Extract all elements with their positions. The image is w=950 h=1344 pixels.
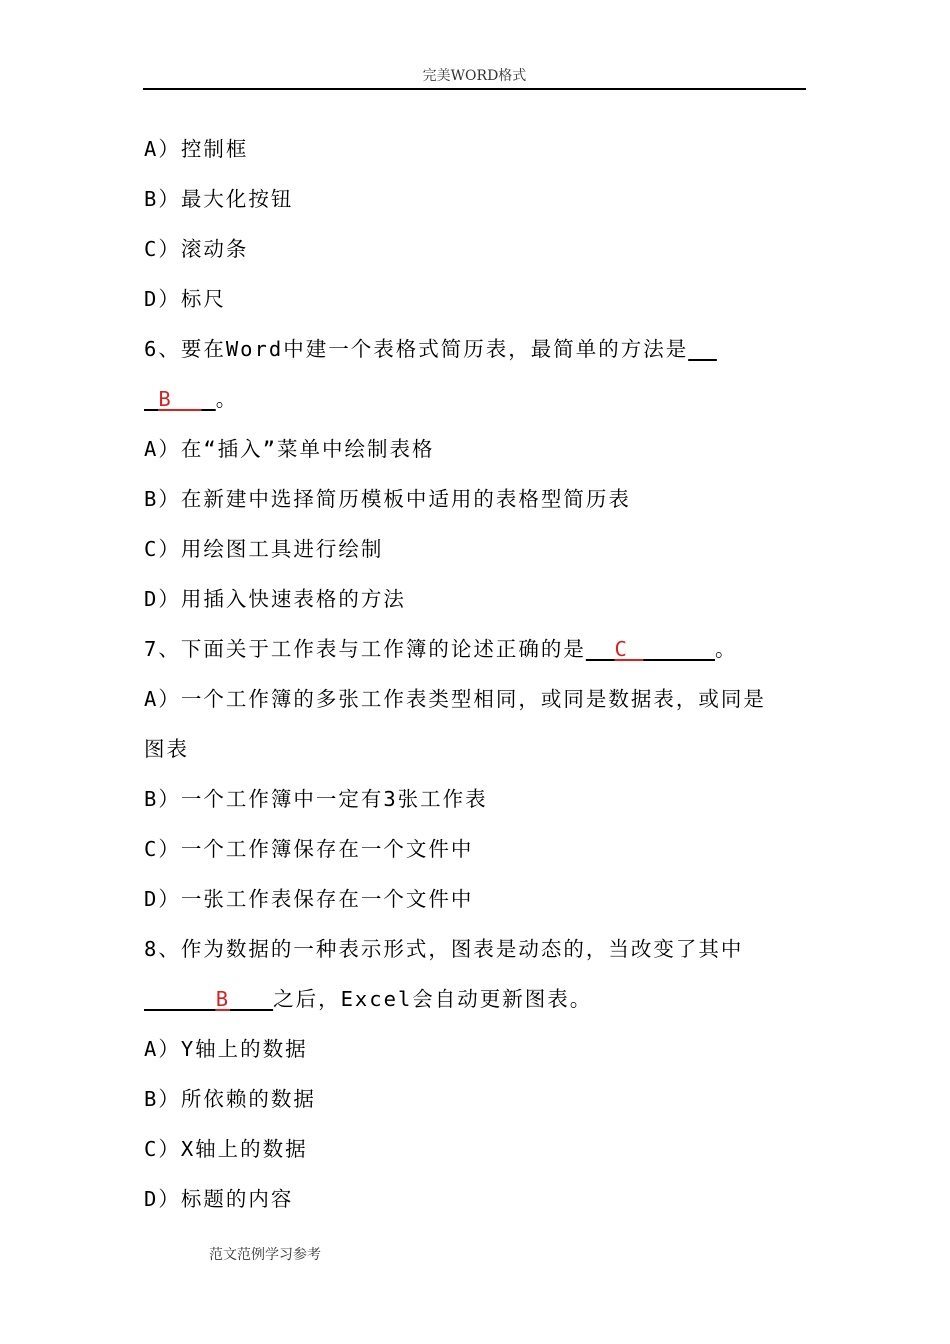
question-7 xyxy=(144,624,809,674)
option-line: D）标题的内容 xyxy=(144,1187,294,1211)
document-body xyxy=(144,124,809,1224)
question-end: 。 xyxy=(714,637,738,661)
answer-blank: _ xyxy=(144,387,159,411)
option-line: B）一个工作簿中一定有3张工作表 xyxy=(144,787,488,811)
option-line: A）一个工作簿的多张工作表类型相同，或同是数据表，或同是 xyxy=(144,687,766,711)
option-line: A）在“插入”菜单中绘制表格 xyxy=(144,437,435,461)
option-line: C）滚动条 xyxy=(144,237,249,261)
question-8-continued xyxy=(144,974,809,1024)
question-8: 8、作为数据的一种表示形式，图表是动态的，当改变了其中 xyxy=(144,937,744,961)
question-6 xyxy=(144,324,809,374)
option-line: B）在新建中选择简历模板中适用的表格型简历表 xyxy=(144,487,631,511)
option-line: A）Y轴上的数据 xyxy=(144,1037,308,1061)
option-line: B）所依赖的数据 xyxy=(144,1087,316,1111)
option-line: A）控制框 xyxy=(144,137,249,161)
answer-blank: _____ xyxy=(144,987,216,1011)
question-end: 之后，Excel会自动更新图表。 xyxy=(273,987,593,1011)
answer-blank: _____ xyxy=(643,637,715,661)
option-line: C）一个工作簿保存在一个文件中 xyxy=(144,837,474,861)
option-line: D）一张工作表保存在一个文件中 xyxy=(144,887,474,911)
question-text: 6、要在Word中建一个表格式简历表，最简单的方法是 xyxy=(144,337,689,361)
answer-letter: B xyxy=(215,987,231,1011)
option-line-continued: 图表 xyxy=(144,737,189,761)
option-line: D）标尺 xyxy=(144,287,226,311)
answer-letter: B__ xyxy=(158,387,202,411)
answer-letter: C_ xyxy=(614,637,644,661)
option-line: C）用绘图工具进行绘制 xyxy=(144,537,384,561)
option-line: D）用插入快速表格的方法 xyxy=(144,587,406,611)
question-end: 。 xyxy=(215,387,239,411)
question-6-continued xyxy=(144,374,809,424)
option-line: B）最大化按钮 xyxy=(144,187,294,211)
page-header: 完美WORD格式 xyxy=(143,66,806,90)
answer-blank: __ xyxy=(585,637,615,661)
page-footer: 范文范例学习参考 xyxy=(209,1247,321,1263)
answer-blank: __ xyxy=(688,337,717,361)
option-line: C）X轴上的数据 xyxy=(144,1137,308,1161)
question-text: 7、下面关于工作表与工作簿的论述正确的是 xyxy=(144,637,586,661)
answer-blank: ___ xyxy=(230,987,274,1011)
answer-blank: _ xyxy=(201,387,216,411)
